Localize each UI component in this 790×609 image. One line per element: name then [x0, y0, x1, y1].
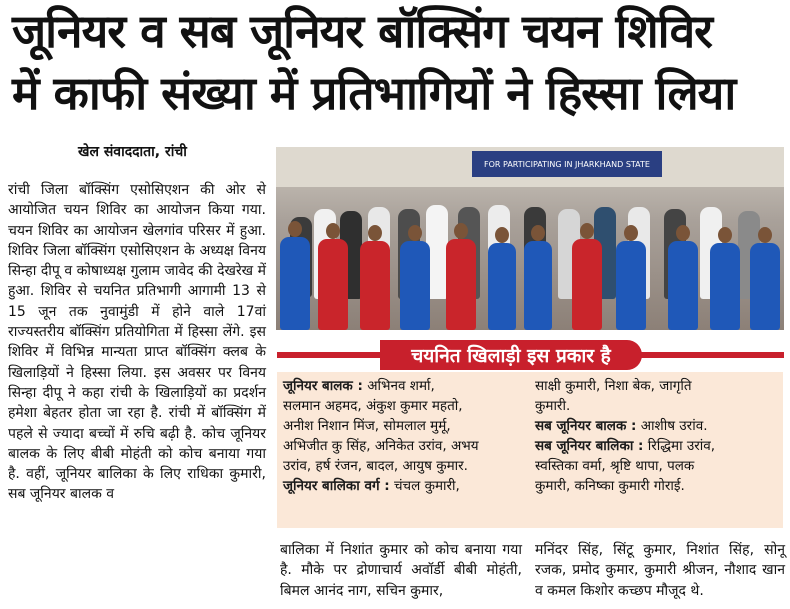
article-text-right: मनिंदर सिंह, सिंटू कुमार, निशांत सिंह, सोनू रजक, प्रमोद कुमार, कुमारी श्रीजन, नौशाद खान व कमल किशोर कच्छप मौजूद थे.	[535, 542, 785, 599]
sub-junior-girls-line	[535, 436, 781, 456]
junior-boys-name-2: अनीश निशान मिंज, सोमलाल मुर्मू,	[283, 418, 451, 434]
junior-boys-name-0: अभिनव शर्मा,	[367, 378, 435, 394]
team-photo	[276, 147, 784, 330]
sub-junior-boys-line	[535, 416, 781, 436]
junior-girls-cont-1: कुमारी.	[535, 398, 571, 414]
byline: खेल संवाददाता, रांची	[78, 144, 187, 160]
selected-col-2	[535, 376, 781, 496]
selected-players-ribbon: चयनित खिलाड़ी इस प्रकार है	[380, 340, 642, 370]
sub-junior-girls-name-0: रिद्धिमा उरांव,	[647, 438, 716, 454]
article-column-middle	[280, 540, 522, 601]
article-column-left	[8, 180, 266, 505]
selected-players-box	[277, 372, 783, 528]
headline-line-1: जूनियर व सब जूनियर बॉक्सिंग चयन शिविर	[12, 4, 712, 58]
boxers-group	[276, 187, 784, 330]
junior-girls-label: जूनियर बालिका वर्ग :	[283, 478, 390, 494]
junior-boys-name-3: अभिजीत कु सिंह, अनिकेत उरांव, अभय	[283, 438, 479, 454]
article-text-middle: बालिका में निशांत कुमार को कोच बनाया गया है. मौके पर द्रोणाचार्य अवॉर्डी बीबी मोहंती, बिमल आनंद नाग, सचिन कुमार,	[280, 542, 522, 599]
junior-girls-line	[283, 476, 523, 496]
sub-junior-boys-label: सब जूनियर बालक :	[535, 418, 637, 434]
sub-junior-girls-name-1: स्वस्तिका वर्मा, श्रृष्टि थापा, पलक	[535, 458, 695, 474]
sub-junior-girls-name-2: कुमारी, कनिष्का कुमारी गोराई.	[535, 478, 685, 494]
article-column-right	[535, 540, 785, 601]
headline-line-2: में काफी संख्या में प्रतिभागियों ने हिस्सा लिया	[12, 66, 736, 120]
sub-junior-boys-value: आशीष उरांव.	[640, 418, 708, 434]
junior-boys-name-4: उरांव, हर्ष रंजन, बादल, आयुष कुमार.	[283, 458, 468, 474]
selected-col-1	[283, 376, 523, 496]
junior-boys-name-1: सलमान अहमद, अंकुश कुमार महतो,	[283, 398, 463, 414]
sub-junior-girls-label: सब जूनियर बालिका :	[535, 438, 644, 454]
junior-girls-cont-0: साक्षी कुमारी, निशा बेक, जागृति	[535, 378, 692, 394]
article-text-left: रांची जिला बॉक्सिंग एसोसिएशन की ओर से आयोजित चयन शिविर का आयोजन किया गया. चयन शिविर का आयोजन खेलगांव परिसर में हुआ. शिविर जिला बॉक्सिंग एसोसिएशन के अध्यक्ष विनय सिन्हा दीपू व कोषाध्यक्ष गुलाम जावेद की देखरेख में हुआ. शिविर से चयनित प्रतिभागी आगामी 13 से 15 जून तक नुवामुंडी में होने वाले 17वां राज्यस्तरीय बॉक्सिंग प्रतियोगिता में हिस्सा लेंगे. इस शिविर में विभिन्न मान्यता प्राप्त बॉक्सिंग क्लब के खिलाड़ियों ने हिस्सा लिया. इस अवसर पर विनय सिन्हा दीपू ने कहा रांची के खिलाड़ियों का प्रदर्शन हमेशा बेहतर होता जा रहा है. रांची में बॉक्सिंग में पहले से ज्यादा बच्चों में रुचि बढ़ी है. कोच जूनियर बालक के लिए बीबी मोहंती को कोच बनाया गया है. वहीं, जूनियर बालिका के लिए राधिका कुमारी, सब जूनियर बालक व	[8, 182, 266, 503]
photo-banner: FOR PARTICIPATING IN JHARKHAND STATE	[472, 151, 662, 177]
junior-boys-line	[283, 376, 523, 396]
junior-girls-first: चंचल कुमारी,	[393, 478, 460, 494]
junior-boys-label: जूनियर बालक :	[283, 378, 363, 394]
